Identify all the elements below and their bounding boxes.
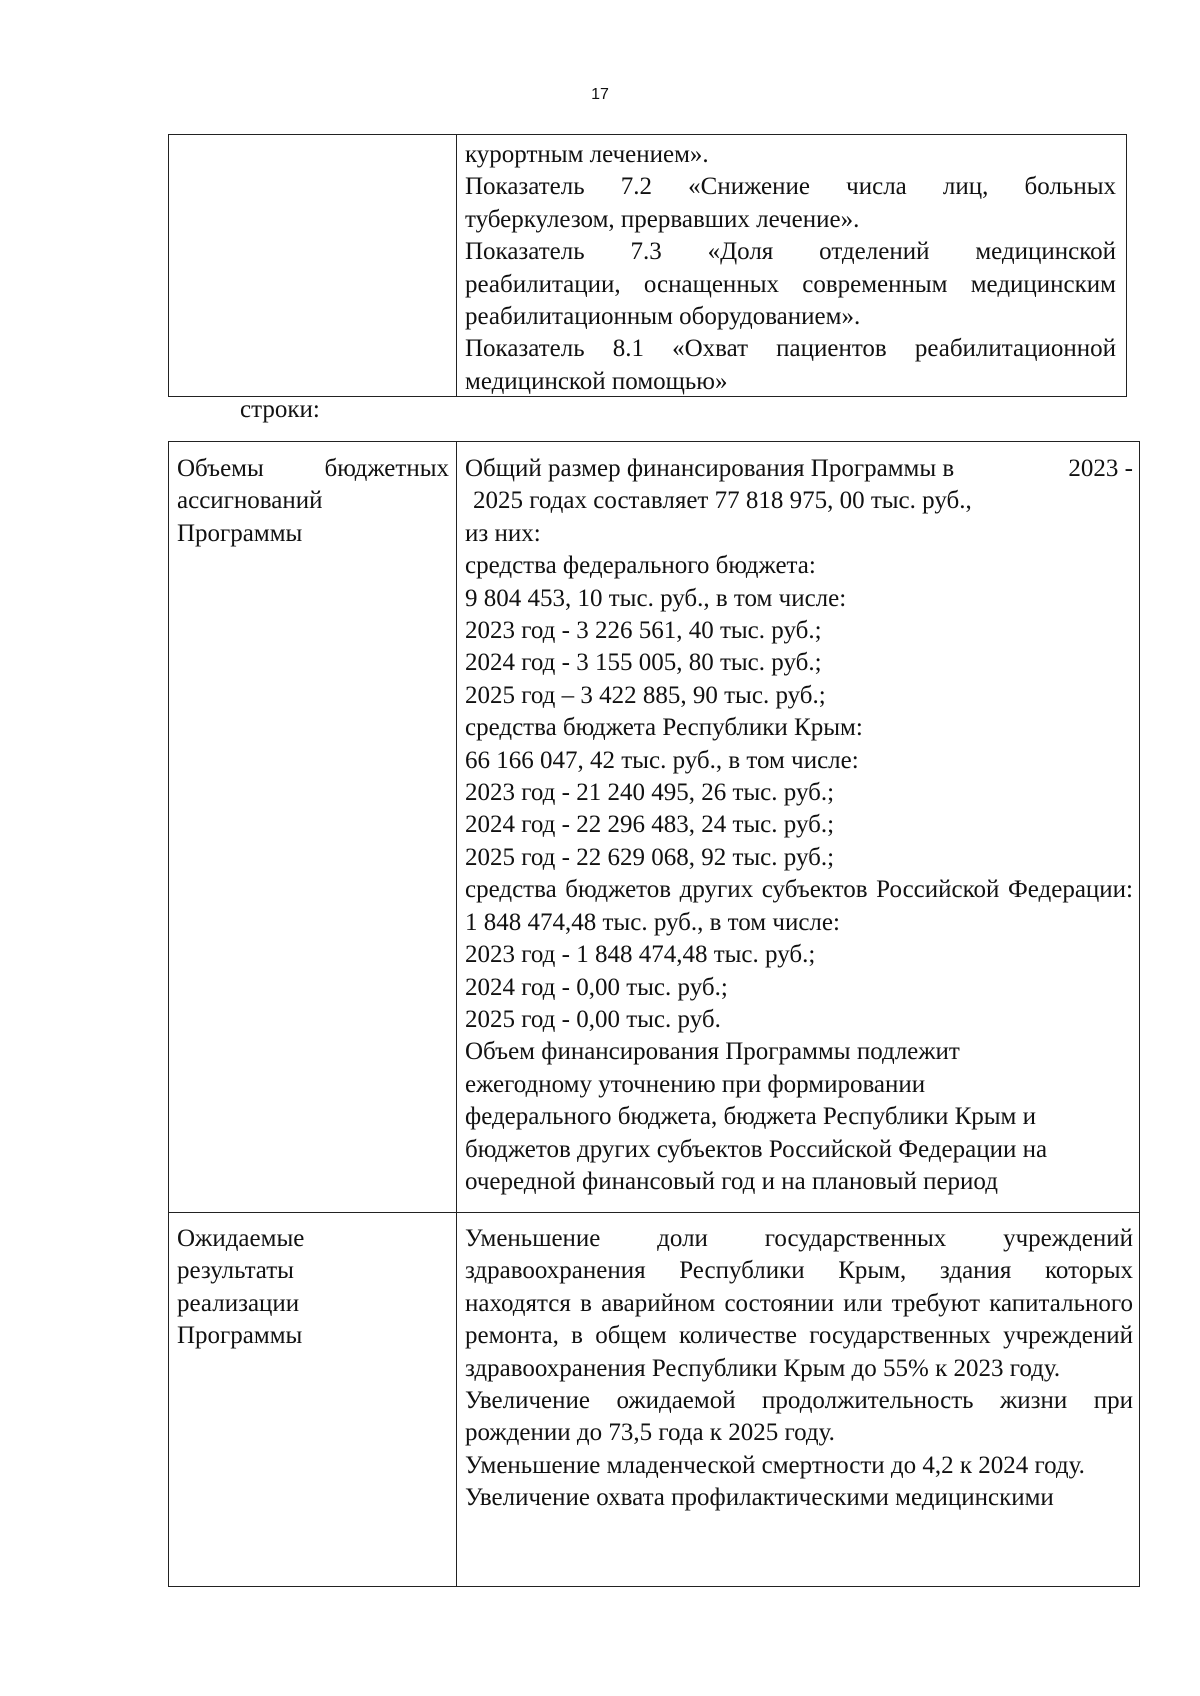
row-budget-label: Объемы бюджетных ассигнований Программы xyxy=(177,455,449,547)
result-paragraph: Увеличение охвата профилактическими медицинскими xyxy=(465,1484,1054,1512)
budget-line: Объем финансирования Программы подлежит xyxy=(465,1038,960,1066)
budget-line: 2025 годах составляет 77 818 975, 00 тыс. руб., xyxy=(473,487,972,515)
budget-line: 2023 год - 1 848 474,48 тыс. руб.; xyxy=(465,941,816,969)
top-table xyxy=(168,134,1127,397)
main-table xyxy=(168,441,1140,1587)
page-number: 17 xyxy=(591,86,609,103)
row-results-label: Ожидаемые результаты реализации Программы xyxy=(177,1225,305,1350)
budget-line: 2023 год - 21 240 495, 26 тыс. руб.; xyxy=(465,779,835,807)
indicator-8-1: Показатель 8.1 «Охват пациентов реабилитационной медицинской помощью» xyxy=(465,335,1116,395)
indicator-7-2: Показатель 7.2 «Снижение числа лиц, больных туберкулезом, прервавших лечение». xyxy=(465,173,1116,233)
budget-line: федерального бюджета, бюджета Республики Крым и xyxy=(465,1103,1036,1131)
row-budget-value xyxy=(465,453,1133,1198)
budget-line: 2024 год - 3 155 005, 80 тыс. руб.; xyxy=(465,649,822,677)
budget-head-a: Общий размер финансирования Программы в xyxy=(465,455,955,482)
top-table-right-cell xyxy=(465,139,1116,398)
budget-line: средства бюджета Республики Крым: xyxy=(465,714,863,742)
result-paragraph: Увеличение ожидаемой продолжительность жизни при рождении до 73,5 года к 2025 году. xyxy=(465,1387,1133,1447)
top-table-line: курортным лечением». xyxy=(465,141,709,168)
budget-line: 2023 год - 3 226 561, 40 тыс. руб.; xyxy=(465,617,822,645)
budget-line: средства бюджетов других субъектов Российской Федерации: 1 848 474,48 тыс. руб., в том числе: xyxy=(465,876,1133,936)
result-paragraph: Уменьшение младенческой смертности до 4,2 к 2024 году. xyxy=(465,1451,1085,1479)
budget-line: 9 804 453, 10 тыс. руб., в том числе: xyxy=(465,584,847,612)
row-results-value xyxy=(465,1223,1133,1515)
budget-line: бюджетов других субъектов Российской Федерации на xyxy=(465,1135,1048,1163)
budget-line: ежегодному уточнению при формировании xyxy=(465,1070,926,1098)
budget-line: из них: xyxy=(465,519,541,547)
budget-line: 2025 год - 0,00 тыс. руб. xyxy=(465,1005,721,1033)
budget-line: 2024 год - 0,00 тыс. руб.; xyxy=(465,973,728,1001)
indicator-7-3: Показатель 7.3 «Доля отделений медицинской реабилитации, оснащенных современным медицинским реабилитационным оборудованием». xyxy=(465,238,1116,331)
budget-head-b: 2023 - xyxy=(1068,455,1133,482)
budget-line: очередной финансовый год и на плановый период xyxy=(465,1167,998,1195)
budget-line: 2025 год – 3 422 885, 90 тыс. руб.; xyxy=(465,681,826,709)
budget-line: 2024 год - 22 296 483, 24 тыс. руб.; xyxy=(465,811,835,839)
budget-line: 2025 год - 22 629 068, 92 тыс. руб.; xyxy=(465,843,835,871)
result-paragraph: Уменьшение доли государственных учреждений здравоохранения Республики Крым, здания которых находятся в аварийном состоянии или требуют капитального ремонта, в общем количестве государственных учреждений здравоохранения Республики Крым до 55% к 2023 году. xyxy=(465,1225,1133,1382)
budget-line: средства федерального бюджета: xyxy=(465,552,816,580)
rows-label: строки: xyxy=(240,396,320,423)
budget-line: 66 166 047, 42 тыс. руб., в том числе: xyxy=(465,746,859,774)
